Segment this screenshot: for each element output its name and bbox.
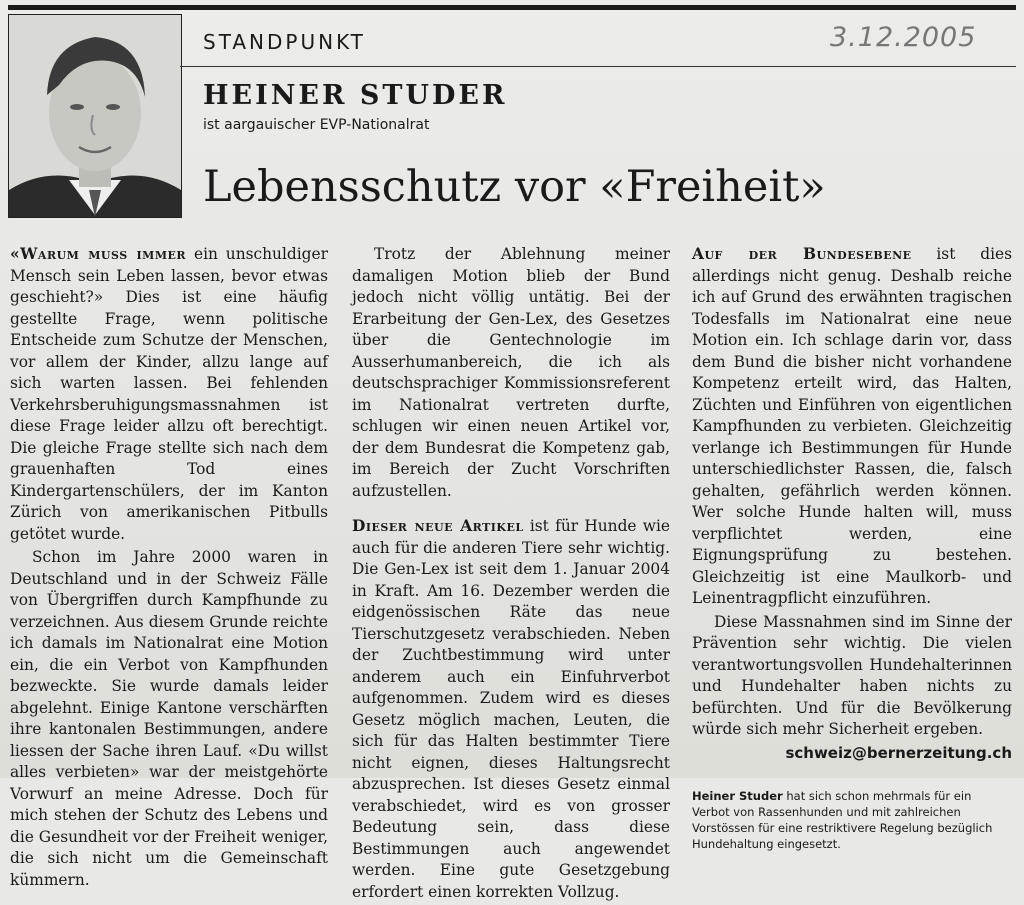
column-1 xyxy=(10,244,328,893)
lead-in: Auf der Bundesebene xyxy=(692,245,912,263)
article-headline: Lebensschutz vor «Freiheit» xyxy=(203,162,826,212)
header-rule xyxy=(180,66,1016,67)
paragraph-text: ist für Hunde wie auch für die anderen Tiere sehr wichtig. Die Gen-Lex ist seit dem 1. Januar 2004 in Kraft. Am 16. Dezember werden die eidgenössischen Räte das neue Tierschutzgesetz verabschieden. Neben der Zuchtbestimmung wird unter anderem auch ein Einfuhrverbot aufgenommen. Zudem wird es dieses Gesetz möglich machen, Leuten, die sich für das Halten bestimmter Tiere nicht eignen, dieses Haltungsrecht abzusprechen. Ist dieses Gesetz einmal verabschiedet, wird es von grosser Bedeutung sein, dass diese Bestimmungen auch angewendet werden. Eine gute Gesetzgebung erfordert einen korrekten Vollzug. xyxy=(352,517,670,901)
author-portrait xyxy=(8,14,182,218)
lead-in: «Warum muss immer xyxy=(10,245,187,263)
column-3 xyxy=(692,244,1012,852)
contact-email: schweiz@bernerzeitung.ch xyxy=(785,743,1012,762)
paragraph xyxy=(692,244,1012,610)
bio-name: Heiner Studer xyxy=(692,789,783,803)
column-2 xyxy=(352,244,670,905)
handwritten-date: 3.12.2005 xyxy=(830,22,977,53)
paragraph-text: ein unschuldiger Mensch sein Leben lassen, bevor etwas geschieht?» Dies ist eine häufig gestellte Frage, wenn politische Entscheide zum Schutze der Menschen, vor allem der Kinder, allzu lange auf sich warten lassen. Bei fehlenden Verkehrsberuhigungsmassnahmen ist diese Frage leider allzu oft berechtigt. Die gleiche Frage stellte sich nach dem grauenhaften Tod eines Kindergartenschülers, der im Kanton Zürich von amerikanischen Pitbulls getötet wurde. xyxy=(10,245,328,543)
paragraph: Schon im Jahre 2000 waren in Deutschland und in der Schweiz Fälle von Übergriffen durch Kampfhunde zu verzeichnen. Aus diesem Grunde reichte ich damals im Nationalrat eine Motion ein, die ein Verbot von Kampfhunden bezweckte. Sie wurde damals leider abgelehnt. Einige Kantone verschärften ihre kantonalen Bestimmungen, andere liessen der Sache ihren Lauf. «Du willst alles verbieten» war der meistgehörte Vorwurf an meine Adresse. Doch für mich stehen der Schutz des Lebens und die Gesundheit vor der Freiheit weniger, die sich nicht um die Gemeinschaft kümmern. xyxy=(10,548,328,889)
paragraph: Trotz der Ablehnung meiner damaligen Motion blieb der Bund jedoch nicht völlig untätig. Bei der Erarbeitung der Gen-Lex, des Gesetzes über die Gentechnologie im Ausserhumanbereich, die ich als deutschsprachiger Kommissionsreferent im Nationalrat vertreten durfte, schlugen wir einen neuen Artikel vor, der dem Bundesrat die Kompetenz gab, im Bereich der Zucht Vorschriften aufzustellen. xyxy=(352,245,670,500)
bio-text: hat sich schon mehrmals für ein Verbot von Rassenhunden und mit zahlreichen Vorstössen für eine restriktivere Regelung bezüglich Hundehaltung eingesetzt. xyxy=(692,789,993,851)
author-description: ist aargauischer EVP-Nationalrat xyxy=(203,117,430,133)
paragraph xyxy=(10,244,328,545)
paragraph-text: ist dies allerdings nicht genug. Deshalb reiche ich auf Grund des erwähnten tragischen Todesfalls im Nationalrat eine neue Motion ein. Ich schlage darin vor, dass dem Bund die bisher nicht vorhandene Kompetenz erteilt wird, das Halten, Züchten und Einführen von eigentlichen Kampfhunden zu verbieten. Gleichzeitig verlange ich Bestimmungen für Hunde unterschiedlichster Rassen, die, falsch gehalten, gefährlich werden können. Wer solche Hunde halten will, muss verpflichtet werden, eine Eignungsprüfung zu bestehen. Gleichzeitig ist eine Maulkorb- und Leinentragpflicht einzuführen. xyxy=(692,245,1013,607)
author-bio xyxy=(692,788,1012,852)
paragraph xyxy=(352,516,670,903)
section-kicker: STANDPUNKT xyxy=(203,30,366,54)
paragraph: Diese Massnahmen sind im Sinne der Prävention sehr wichtig. Die vielen verantwortungsvollen Hundehalterinnen und Hundehalter haben nichts zu befürchten. Und für die Bevölkerung würde sich mehr Sicherheit ergeben. xyxy=(692,612,1012,738)
portrait-image xyxy=(9,15,181,217)
lead-in: Dieser neue Artikel xyxy=(352,517,524,535)
top-rule xyxy=(8,5,1016,10)
author-name: HEINER STUDER xyxy=(203,80,508,111)
